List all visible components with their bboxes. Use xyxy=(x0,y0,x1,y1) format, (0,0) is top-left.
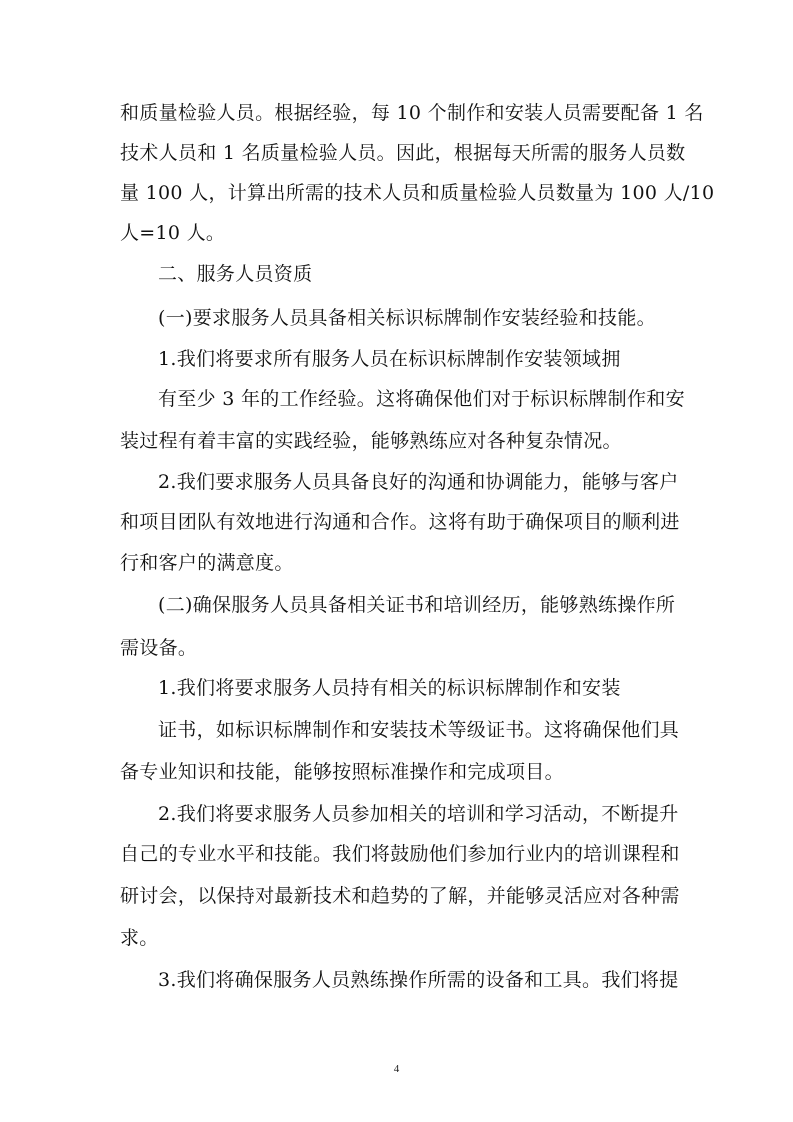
text-line-15: 1.我们将要求服务人员持有相关的标识标牌制作和安装 xyxy=(158,677,621,699)
text-line-16: 证书，如标识标牌制作和安装技术等级证书。这将确保他们具 xyxy=(158,719,680,741)
text-line-4: 人=10 人。 xyxy=(120,222,226,244)
section-heading: 二、服务人员资质 xyxy=(158,263,313,285)
text-line-3: 量 100 人，计算出所需的技术人员和质量检验人员数量为 100 人/10 xyxy=(120,182,715,204)
text-line-22: 3.我们将确保服务人员熟练操作所需的设备和工具。我们将提 xyxy=(158,969,679,991)
page-number: 4 xyxy=(393,1063,400,1075)
text-line-12: 行和客户的满意度。 xyxy=(120,552,294,574)
text-line-17: 备专业知识和技能，能够按照标准操作和完成项目。 xyxy=(120,761,564,783)
text-line-1: 和质量检验人员。根据经验，每 10 个制作和安装人员需要配备 1 名 xyxy=(120,102,704,124)
text-line-7: 1.我们将要求所有服务人员在标识标牌制作安装领域拥 xyxy=(158,348,621,370)
text-line-21: 求。 xyxy=(120,927,159,949)
text-line-2: 技术人员和 1 名质量检验人员。因此，根据每天所需的服务人员数 xyxy=(120,142,686,164)
text-line-10: 2.我们要求服务人员具备良好的沟通和协调能力，能够与客户 xyxy=(158,471,679,493)
subsection-heading-2: (二)确保服务人员具备相关证书和培训经历，能够熟练操作所 xyxy=(158,594,676,616)
text-line-8: 有至少 3 年的工作经验。这将确保他们对于标识标牌制作和安 xyxy=(158,388,685,410)
text-line-11: 和项目团队有效地进行沟通和合作。这将有助于确保项目的顺利进 xyxy=(120,511,680,533)
text-line-14: 需设备。 xyxy=(120,637,198,659)
text-line-19: 自己的专业水平和技能。我们将鼓励他们参加行业内的培训课程和 xyxy=(120,843,680,865)
subsection-heading-1: (一)要求服务人员具备相关标识标牌制作安装经验和技能。 xyxy=(158,307,656,329)
text-line-9: 装过程有着丰富的实践经验，能够熟练应对各种复杂情况。 xyxy=(120,430,622,452)
text-line-18: 2.我们将要求服务人员参加相关的培训和学习活动，不断提升 xyxy=(158,803,679,825)
text-line-20: 研讨会，以保持对最新技术和趋势的了解，并能够灵活应对各种需 xyxy=(120,885,680,907)
